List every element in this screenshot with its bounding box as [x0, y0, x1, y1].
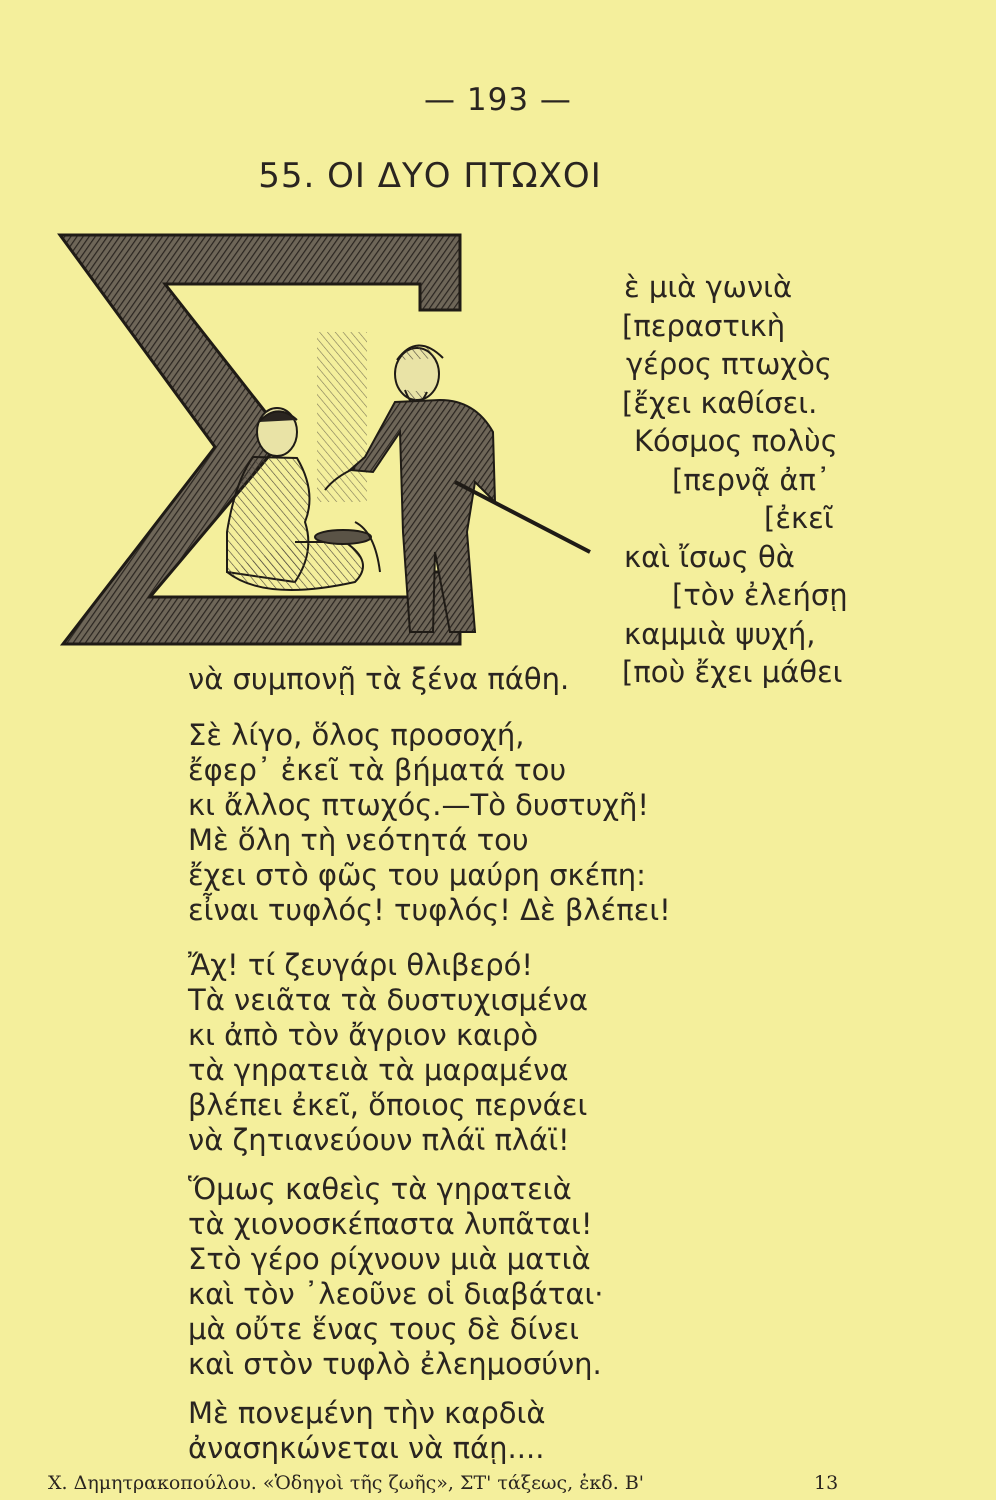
- drop-cap-illustration: [55, 232, 605, 652]
- verse-line: βλέπει ἐκεῖ, ὅποιος περνάει: [188, 1088, 588, 1122]
- footer-citation: Χ. Δημητρακοπούλου. «Ὁδηγοὶ τῆς ζωῆς», ΣΤ' τάξεως, ἐκδ. Β': [48, 1472, 645, 1494]
- intro-last-line-block: [188, 662, 808, 697]
- stanza-3: [188, 1172, 808, 1382]
- verse-line: ἔχει στὸ φῶς του μαύρη σκέπη:: [188, 858, 646, 892]
- verse-line: Μὲ ὅλη τὴ νεότητά του: [188, 823, 529, 857]
- verse-line: ἔφερ᾿ ἐκεῖ τὰ βήματά του: [188, 753, 567, 787]
- verse-line: τὰ γηρατειὰ τὰ μαραμένα: [188, 1053, 569, 1087]
- verse-line: μὰ οὔτε ἕνας τους δὲ δίνει: [188, 1312, 579, 1346]
- intro-line: καμμιὰ ψυχή,: [624, 616, 816, 651]
- intro-line: ὲ μιὰ γωνιὰ: [624, 270, 793, 304]
- verse-line: Στὸ γέρο ρίχνουν μιὰ ματιὰ: [188, 1242, 591, 1276]
- intro-line: [ἔχει καθίσει.: [622, 385, 818, 420]
- verse-line: Σὲ λίγο, ὅλος προσοχή,: [188, 718, 525, 752]
- intro-line: [περαστικὴ: [622, 308, 786, 343]
- verse-line: Τὰ νειᾶτα τὰ δυστυχισμένα: [188, 983, 588, 1017]
- verse-line: καὶ στὸν τυφλὸ ἐλεημοσύνη.: [188, 1347, 602, 1381]
- poem-title: 55. ΟΙ ΔΥΟ ΠΤΩΧΟΙ: [258, 156, 602, 196]
- stanza-2: [188, 948, 808, 1158]
- intro-line: [περνᾷ ἀπ᾿: [672, 462, 831, 497]
- verse-line: τὰ χιονοσκέπαστα λυπᾶται!: [188, 1207, 593, 1241]
- stanza-4: [188, 1396, 808, 1466]
- verse-line: καὶ τὸν ᾿λεοῦνε οἱ διαβάται·: [188, 1277, 604, 1311]
- verse-line: Μὲ πονεμένη τὴν καρδιὰ: [188, 1396, 546, 1430]
- intro-line: [ἐκεῖ: [764, 501, 834, 535]
- verse-line: κι ἄλλος πτωχός.—Τὸ δυστυχῆ!: [188, 788, 650, 822]
- verse-line: εἶναι τυφλός! τυφλός! Δὲ βλέπει!: [188, 893, 671, 927]
- intro-line: [τὸν ἐλεήσῃ: [672, 578, 848, 612]
- intro-line: γέρος πτωχὸς: [626, 347, 832, 381]
- intro-last-line: νὰ συμπονῇ τὰ ξένα πάθη.: [188, 662, 570, 696]
- page-number: — 193 —: [424, 82, 572, 118]
- verse-line: Ὅμως καθεὶς τὰ γηρατειὰ: [188, 1172, 572, 1206]
- intro-right-column: [600, 268, 860, 692]
- intro-line: Κόσμος πολὺς: [634, 424, 838, 458]
- verse-line: κι ἀπὸ τὸν ἄγριον καιρὸ: [188, 1018, 539, 1052]
- verse-line: νὰ ζητιανεύουν πλάϊ πλάϊ!: [188, 1123, 570, 1157]
- intro-line: [ποὺ ἔχει μάθει: [622, 655, 843, 689]
- intro-line: καὶ ἴσως θὰ: [624, 539, 795, 574]
- stanza-1: [188, 718, 808, 928]
- page-footer: [48, 1472, 848, 1494]
- verse-line: ἀνασηκώνεται νὰ πάῃ....: [188, 1431, 545, 1465]
- signature-number: 13: [814, 1472, 839, 1494]
- verse-line: Ἄχ! τί ζευγάρι θλιβερό!: [188, 948, 534, 982]
